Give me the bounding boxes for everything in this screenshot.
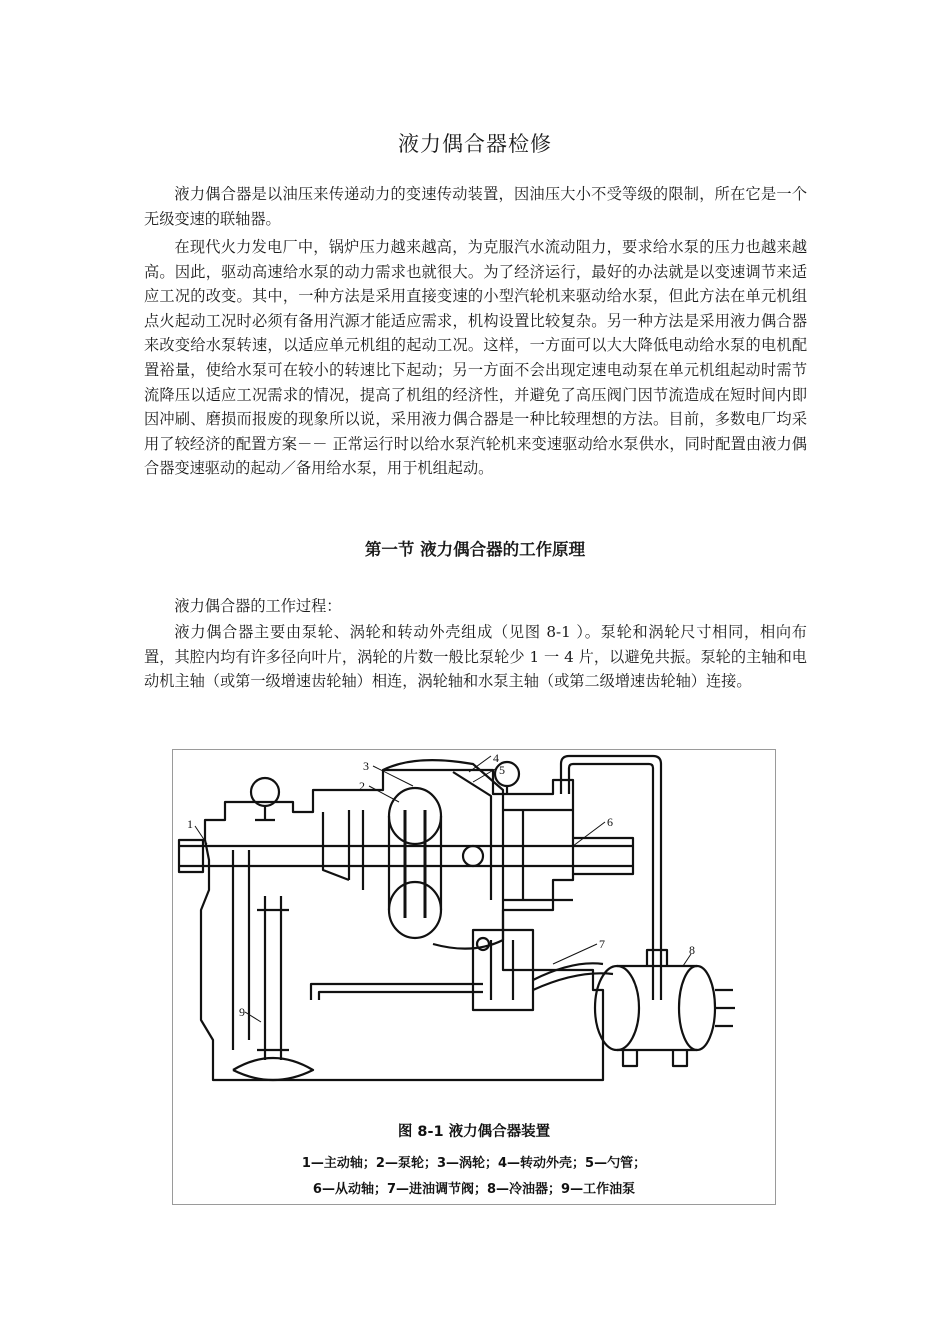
part-label-3: 3 bbox=[363, 759, 369, 773]
part-label-8: 8 bbox=[689, 943, 695, 957]
part-label-2: 2 bbox=[359, 779, 365, 793]
part-label-6: 6 bbox=[607, 815, 613, 829]
part-label-9: 9 bbox=[239, 1005, 245, 1019]
part-label-7: 7 bbox=[599, 937, 605, 951]
section-heading: 第一节 液力偶合器的工作原理 bbox=[364, 540, 586, 559]
figure-legend-line-2: 6—从动轴；7—进油调节阀；8—冷油器；9—工作油泵 bbox=[312, 1182, 636, 1197]
part-label-4: 4 bbox=[493, 751, 499, 765]
intro-paragraph-1: 液力偶合器是以油压来传递动力的变速传动装置，因油压大小不受等级的限制，所在它是一个无级变速的联轴器。 bbox=[144, 185, 807, 228]
section-paragraph-2: 液力偶合器主要由泵轮、涡轮和转动外壳组成（见图 8-1 ）。泵轮和涡轮尺寸相同，相向布置，其腔内均有许多径向叶片，涡轮的片数一般比泵轮少 1 一 4 片，以避免共振。泵轮的主轴和电动机主轴（或第一级增速齿轮轴）相连，涡轮轴和水泵主轴（或第二级增速齿轮轴）连接。 bbox=[144, 623, 807, 691]
intro-paragraph-2: 在现代火力发电厂中，锅炉压力越来越高，为克服汽水流动阻力，要求给水泵的压力也越来越高。因此，驱动高速给水泵的动力需求也就很大。为了经济运行，最好的办法就是以变速调节来适应工况的改变。其中，一种方法是采用直接变速的小型汽轮机来驱动给水泵，但此方法在单元机组点火起动工况时必须有备用汽源才能适应需求，机构设置比较复杂。另一种方法是采用液力偶合器来改变给水泵转速，以适应单元机组的起动工况。这样，一方面可以大大降低电动给水泵的电机配置裕量，使给水泵可在较小的转速比下起动；另一方面不会出现定速电动泵在单元机组起动时需节流降压以适应工况需求的情况，提高了机组的经济性，并避免了高压阀门因节流造成在短时间内即因冲刷、磨损而报废的现象所以说，采用液力偶合器是一种比较理想的方法。目前，多数电厂均采用了较经济的配置方案－－ 正常运行时以给水泵汽轮机来变速驱动给水泵供水，同时配置由液力偶合器变速驱动的起动／备用给水泵，用于机组起动。 bbox=[144, 238, 807, 478]
figure-legend-line-1: 1—主动轴；2—泵轮；3—涡轮；4—转动外壳；5—勺管； bbox=[301, 1156, 647, 1171]
part-label-1: 1 bbox=[187, 817, 193, 831]
part-label-5: 5 bbox=[499, 763, 505, 777]
section-paragraph-1: 液力偶合器的工作过程： bbox=[174, 597, 342, 615]
document-title: 液力偶合器检修 bbox=[398, 132, 552, 156]
figure-hydraulic-coupling bbox=[172, 749, 776, 1205]
figure-caption-title: 图 8-1 液力偶合器装置 bbox=[397, 1124, 551, 1140]
